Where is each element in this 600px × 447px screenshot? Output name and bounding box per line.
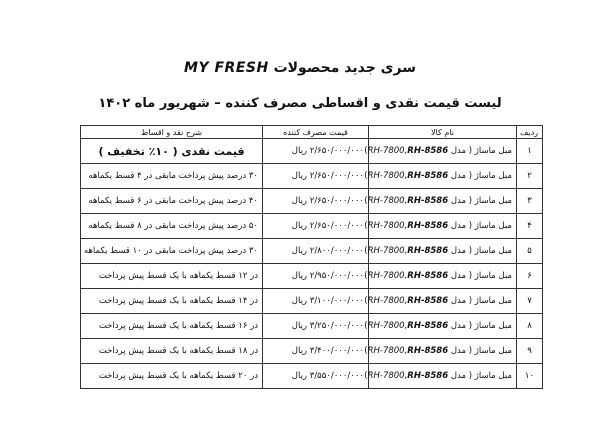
product-name-suffix: ) bbox=[364, 246, 368, 256]
table-row bbox=[81, 139, 543, 164]
payment-description: در ۱۴ قسط یکماهه با یک قسط پیش پرداخت bbox=[81, 289, 263, 314]
product-name-suffix: ) bbox=[364, 346, 368, 356]
product-model bbox=[368, 246, 449, 256]
row-index: ۱۰ bbox=[517, 364, 543, 389]
table-row bbox=[81, 264, 543, 289]
product-name bbox=[364, 214, 517, 239]
payment-description: ۳۰ درصد پیش پرداخت مابقی در ۴ قسط یکماهه bbox=[81, 164, 263, 189]
table-header-row bbox=[81, 126, 543, 139]
row-index: ۵ bbox=[517, 239, 543, 264]
payment-description: قیمت نقدی ( ۱۰٪ تخفیف ) bbox=[81, 139, 263, 164]
product-name-prefix: مبل ماساژ ( مدل bbox=[448, 146, 512, 156]
model-sep: , bbox=[404, 371, 408, 381]
product-name-prefix: مبل ماساژ ( مدل bbox=[448, 196, 512, 206]
product-name-prefix: مبل ماساژ ( مدل bbox=[448, 371, 512, 381]
price-table bbox=[80, 125, 543, 389]
model-main: RH-8586 bbox=[407, 221, 449, 231]
product-name bbox=[364, 239, 517, 264]
product-model bbox=[368, 271, 449, 281]
product-name-suffix: ) bbox=[364, 196, 368, 206]
product-name bbox=[364, 164, 517, 189]
model-alt: RH-7800 bbox=[367, 196, 405, 206]
column-header-payment-desc: شرح نقد و اقساط bbox=[81, 126, 263, 139]
payment-description: ۳۰ درصد پیش پرداخت مابقی در ۱۰ قسط یکماهه bbox=[81, 239, 263, 264]
model-main: RH-8586 bbox=[407, 271, 449, 281]
model-alt: RH-7800 bbox=[367, 171, 405, 181]
model-alt: RH-7800 bbox=[367, 221, 405, 231]
model-alt: RH-7800 bbox=[367, 346, 405, 356]
consumer-price: ۳/۲۵۰/۰۰۰/۰۰۰ ریال bbox=[263, 314, 369, 339]
model-main: RH-8586 bbox=[407, 246, 449, 256]
product-model bbox=[368, 171, 449, 181]
consumer-price: ۲/۹۵۰/۰۰۰/۰۰۰ ریال bbox=[263, 264, 369, 289]
model-alt: RH-7800 bbox=[367, 296, 405, 306]
product-name bbox=[364, 139, 517, 164]
model-alt: RH-7800 bbox=[367, 321, 405, 331]
product-name bbox=[364, 289, 517, 314]
row-index: ۴ bbox=[517, 214, 543, 239]
table-row bbox=[81, 239, 543, 264]
model-sep: , bbox=[404, 346, 408, 356]
model-main: RH-8586 bbox=[407, 321, 449, 331]
table-row bbox=[81, 189, 543, 214]
product-name-suffix: ) bbox=[364, 271, 368, 281]
product-name-prefix: مبل ماساژ ( مدل bbox=[448, 171, 512, 181]
model-main: RH-8586 bbox=[407, 196, 449, 206]
payment-description: در ۱۲ قسط یکماهه با یک قسط پیش پرداخت bbox=[81, 264, 263, 289]
consumer-price: ۳/۵۵۰/۰۰۰/۰۰۰ ریال bbox=[263, 364, 369, 389]
consumer-price: ۲/۶۵۰/۰۰۰/۰۰۰ ریال bbox=[263, 164, 369, 189]
consumer-price: ۲/۶۵۰/۰۰۰/۰۰۰ ریال bbox=[263, 189, 369, 214]
document-title bbox=[0, 60, 600, 76]
product-model bbox=[368, 146, 449, 156]
payment-description: در ۲۰ قسط یکماهه با یک قسط پیش پرداخت bbox=[81, 364, 263, 389]
column-header-idx: ردیف bbox=[517, 126, 543, 139]
product-name-suffix: ) bbox=[364, 146, 368, 156]
product-model bbox=[368, 346, 449, 356]
product-name-suffix: ) bbox=[364, 296, 368, 306]
column-header-name: نام کالا bbox=[369, 126, 517, 139]
product-name bbox=[364, 189, 517, 214]
row-index: ۸ bbox=[517, 314, 543, 339]
payment-description: ۵۰ درصد پیش پرداخت مابقی در ۸ قسط یکماهه bbox=[81, 214, 263, 239]
series-text: سری جدید محصولات bbox=[273, 60, 416, 76]
product-name-suffix: ) bbox=[364, 321, 368, 331]
model-main: RH-8586 bbox=[407, 296, 449, 306]
model-main: RH-8586 bbox=[407, 171, 449, 181]
model-sep: , bbox=[404, 146, 408, 156]
product-model bbox=[368, 321, 449, 331]
row-index: ۹ bbox=[517, 339, 543, 364]
payment-description: ۴۰ درصد پیش پرداخت مابقی در ۶ قسط یکماهه bbox=[81, 189, 263, 214]
product-name-prefix: مبل ماساژ ( مدل bbox=[448, 221, 512, 231]
product-name-suffix: ) bbox=[364, 171, 368, 181]
column-header-consumer-price: قیمت مصرف کننده bbox=[263, 126, 369, 139]
row-index: ۲ bbox=[517, 164, 543, 189]
row-index: ۳ bbox=[517, 189, 543, 214]
product-name bbox=[364, 364, 517, 389]
consumer-price: ۲/۶۵۰/۰۰۰/۰۰۰ ریال bbox=[263, 139, 369, 164]
product-model bbox=[368, 296, 449, 306]
consumer-price: ۳/۴۰۰/۰۰۰/۰۰۰ ریال bbox=[263, 339, 369, 364]
consumer-price: ۲/۶۵۰/۰۰۰/۰۰۰ ریال bbox=[263, 214, 369, 239]
model-main: RH-8586 bbox=[407, 371, 449, 381]
product-name-suffix: ) bbox=[364, 371, 368, 381]
model-sep: , bbox=[404, 221, 408, 231]
model-alt: RH-7800 bbox=[367, 371, 405, 381]
table-row bbox=[81, 289, 543, 314]
row-index: ۷ bbox=[517, 289, 543, 314]
model-sep: , bbox=[404, 171, 408, 181]
table-row bbox=[81, 364, 543, 389]
product-name-prefix: مبل ماساژ ( مدل bbox=[448, 296, 512, 306]
consumer-price: ۳/۱۰۰/۰۰۰/۰۰۰ ریال bbox=[263, 289, 369, 314]
product-name bbox=[364, 314, 517, 339]
document-subtitle: لیست قیمت نقدی و اقساطی مصرف کننده – شهریور ماه ۱۴۰۲ bbox=[98, 96, 502, 111]
model-sep: , bbox=[404, 271, 408, 281]
product-name-suffix: ) bbox=[364, 221, 368, 231]
product-name-prefix: مبل ماساژ ( مدل bbox=[448, 321, 512, 331]
product-model bbox=[368, 371, 449, 381]
table-row bbox=[81, 314, 543, 339]
product-name bbox=[364, 339, 517, 364]
product-name-prefix: مبل ماساژ ( مدل bbox=[448, 246, 512, 256]
table-row bbox=[81, 339, 543, 364]
consumer-price: ۲/۸۰۰/۰۰۰/۰۰۰ ریال bbox=[263, 239, 369, 264]
product-name bbox=[364, 264, 517, 289]
model-alt: RH-7800 bbox=[367, 146, 405, 156]
model-main: RH-8586 bbox=[407, 146, 449, 156]
table-row bbox=[81, 164, 543, 189]
model-alt: RH-7800 bbox=[367, 271, 405, 281]
model-sep: , bbox=[404, 196, 408, 206]
row-index: ۱ bbox=[517, 139, 543, 164]
table-row bbox=[81, 214, 543, 239]
model-sep: , bbox=[404, 321, 408, 331]
payment-description: در ۱۸ قسط یکماهه با یک قسط پیش پرداخت bbox=[81, 339, 263, 364]
product-model bbox=[368, 196, 449, 206]
product-name-prefix: مبل ماساژ ( مدل bbox=[448, 346, 512, 356]
product-name-prefix: مبل ماساژ ( مدل bbox=[448, 271, 512, 281]
model-alt: RH-7800 bbox=[367, 246, 405, 256]
payment-description: در ۱۶ قسط یکماهه با یک قسط پیش پرداخت bbox=[81, 314, 263, 339]
row-index: ۶ bbox=[517, 264, 543, 289]
product-model bbox=[368, 221, 449, 231]
model-sep: , bbox=[404, 246, 408, 256]
brand-logo: MY FRESH bbox=[184, 60, 269, 76]
model-sep: , bbox=[404, 296, 408, 306]
model-main: RH-8586 bbox=[407, 346, 449, 356]
